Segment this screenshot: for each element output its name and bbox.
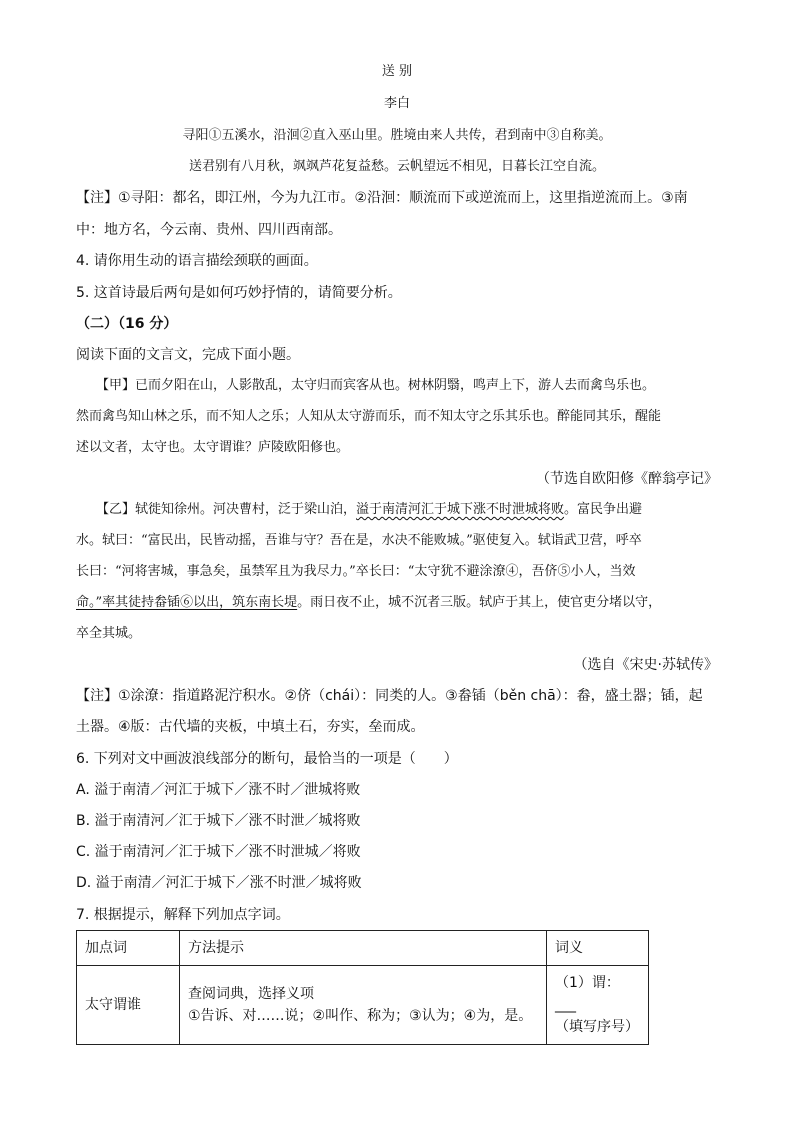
poem-note-line-2: 中：地方名，今云南、贵州、四川西南部。 (76, 222, 342, 238)
question-7: 7. 根据提示，解释下列加点字词。 (76, 907, 290, 923)
table-row (77, 966, 649, 1045)
wavy-underlined-sentence: 溢于南清河汇于城下涨不时泄城将败 (356, 502, 565, 517)
option-a: A. 溢于南清／河汇于城下／涨不时／泄城将败 (76, 782, 361, 798)
question-5: 5. 这首诗最后两句是如何巧妙抒情的，请简要分析。 (76, 285, 402, 301)
question-6: 6. 下列对文中画波浪线部分的断句，最恰当的一项是（ ） (76, 751, 458, 767)
header-method: 方法提示 (180, 931, 547, 966)
cell-meaning (547, 966, 649, 1045)
passage-jia-line-2: 然而禽鸟知山林之乐，而不知人之乐；人知从太守游而乐，而不知太守之乐其乐也。醉能同其乐，醒能 (76, 409, 662, 424)
poem-author: 李白 (383, 96, 410, 111)
underlined-sentence: 命。”率其徒持畚锸⑥以出，筑东南长堤 (76, 595, 298, 610)
poem-title: 送 别 (381, 64, 413, 79)
passage-note-line-1: 【注】①涂潦：指道路泥泞积水。②侪（chái）：同类的人。③畚锸（běn chā）：畚，盛土器；锸，起 (76, 688, 703, 704)
passage-yi-line-4 (76, 593, 718, 613)
passage-yi-source: （选自《宋史·苏轼传》 (573, 657, 718, 673)
cell-method (180, 966, 547, 1045)
passage-yi-line-3: 长曰：“河将害城，事急矣，虽禁军且为我尽力。”卒长曰：“太守犹不避涂潦④，吾侪⑤小人，当效 (76, 564, 636, 579)
passage-yi-line-5: 卒全其城。 (76, 626, 142, 641)
option-b: B. 溢于南清河／汇于城下／涨不时泄／城将败 (76, 813, 361, 829)
option-c: C. 溢于南清河／汇于城下／涨不时泄城／将败 (76, 844, 361, 860)
method-hint-1: 查阅词典，选择义项 (188, 986, 314, 1002)
header-word: 加点词 (77, 931, 180, 966)
poem-note-line-1: 【注】①寻阳：都名，即江州，今为九江市。②沿洄：顺流而下或逆流而上，这里指逆流而上。③南 (76, 190, 688, 206)
passage-jia-line-3: 述以文者，太守也。太守谓谁？庐陵欧阳修也。 (76, 440, 350, 455)
passage-jia-line-1: 【甲】已而夕阳在山，人影散乱，太守归而宾客从也。树林阴翳，鸣声上下，游人去而禽鸟乐也。 (96, 378, 656, 393)
question-4: 4. 请你用生动的语言描绘颈联的画面。 (76, 253, 318, 269)
header-meaning: 词义 (547, 931, 649, 966)
passage-yi-line-1-start: 【乙】轼徙知徐州。河决曹村，泛于梁山泊， (96, 502, 357, 517)
vocabulary-table (76, 930, 649, 1045)
method-hint-2: ①告诉、对……说；②叫作、称为；③认为；④为，是。 (188, 1008, 533, 1024)
poem-line-2: 送君别有八月秋，飒飒芦花复益愁。云帆望远不相见，日暮长江空自流。 (188, 159, 605, 174)
meaning-blank[interactable]: （1）谓：___ (555, 975, 620, 1013)
passage-yi-line-1 (96, 500, 718, 520)
option-d: D. 溢于南清／河汇于城下／涨不时泄／城将败 (76, 875, 362, 891)
meaning-instruction: （填写序号） (555, 1019, 639, 1035)
reading-instruction: 阅读下面的文言文，完成下面小题。 (76, 347, 300, 363)
table-header-row (77, 931, 649, 966)
passage-yi-line-2: 水。轼曰：“富民出，民皆动摇，吾谁与守？吾在是，水决不能败城。”驱使复入。轼诣武卫营，呼卒 (76, 533, 642, 548)
section-2-heading: （二）（16 分） (76, 316, 178, 332)
poem-line-1: 寻阳①五溪水，沿洄②直入巫山里。胜境由来人共传，君到南中③自称美。 (182, 128, 612, 143)
cell-word: 太守谓谁 (77, 966, 180, 1045)
passage-yi-line-1-end: 。富民争出避 (564, 502, 643, 517)
passage-yi-line-4-end: 。雨日夜不止，城不沉者三版。轼庐于其上，使官吏分堵以守， (297, 595, 662, 610)
passage-note-line-2: 土器。④版：古代墙的夹板，中填土石，夯实，垒而成。 (76, 719, 425, 735)
passage-jia-source: （节选自欧阳修《醉翁亭记》 (536, 471, 718, 487)
